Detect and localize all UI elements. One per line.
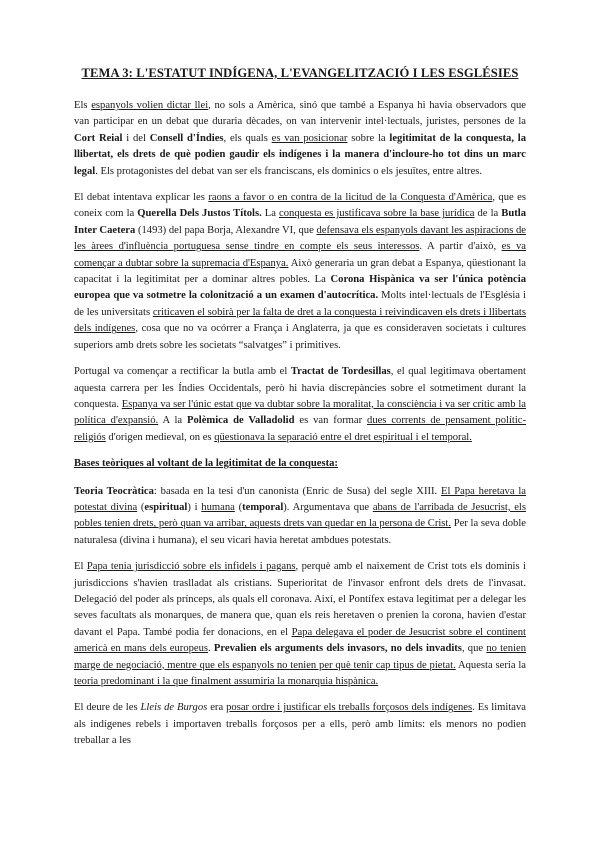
text-run: , que <box>461 643 487 655</box>
text-run: Això generaria un gran debat a Espanya, qüestionant la capacitat i la legitimitat per a dominar altres pobles. La <box>74 257 526 286</box>
text-run: , cosa que no va ocórrer a França i Anglaterra, ja que es consideraven societats i cultures superiors amb drets sobre les societats “salvatges” i primitives. <box>74 323 526 351</box>
text-run: , el qual legitimava obertament aquesta carrera per les Índies Occidentals, però hi havia discrepàncies sobre el sotmetiment durant la conquesta. <box>74 366 526 410</box>
text-run: Els <box>74 100 92 111</box>
text-run: El <box>74 561 87 573</box>
text-run: , perquè amb el naixement de Crist tots els dominis i jurisdiccions s'havien traslladat als cristians. Superioritat de l'invasor enfront dels drets de l'invasat. Delegació del poder als prínceps, als quals ell coronava. Així, el Pontífex estava legitimat per a delegar les seves facultats als monarques, de manera que, quan els reis heretaven o prenien la corona, havien d'estar davant el Papa. També podia fer donacions, en el <box>74 561 526 638</box>
paragraph-portugal <box>74 364 526 446</box>
underlined-text: Papa tenia jurisdicció sobre els infidels i pagans <box>86 561 296 573</box>
text-run: i del <box>122 132 150 144</box>
underlined-text: abans de l'arribada de Jesucrist, els pobles tenien drets, però quan va arribar, aquests drets van quedar en la persona de Crist. <box>74 501 526 530</box>
text-run: ( <box>137 501 145 513</box>
underlined-text: posar ordre i justificar els treballs forçosos dels indígenes <box>226 702 473 714</box>
bold-text: Tractat de Tordesillas <box>290 366 391 378</box>
text-run: ). Argumentava que <box>283 501 373 513</box>
text-run: , els quals <box>223 132 272 144</box>
section-heading: Bases teòriques al voltant de la legitimitat de la conquesta: <box>74 458 338 470</box>
text-run: Per la seva doble naturalesa (divina i humana), el seu vicari havia heretat ambdues potestats. <box>74 518 526 546</box>
bold-text: Prevalien els arguments dels invasors, no dels invadits <box>213 643 462 655</box>
bold-text: Cort Reial <box>74 132 123 144</box>
text-run: (1493) del papa Borja, Alexandre VI, que <box>135 224 317 236</box>
text-run: . Els protagonistes del debat van ser els franciscans, els dominics o els jesuïtes, entre altres. <box>95 165 483 177</box>
text-run: Aquesta seria la <box>455 659 526 671</box>
text-run: . A partir d'això, <box>419 241 502 253</box>
underlined-text: defensava els espanyols davant les aspiracions de les àrees d'influència portuguesa sense tindre en compte els seus interessos <box>74 224 526 253</box>
underlined-text: qüestionava la separació entre el dret espiritual i el temporal. <box>214 431 472 443</box>
paragraph-intro <box>74 98 526 180</box>
underlined-text: El Papa heretava la potestat divina <box>74 485 526 513</box>
text-run: La <box>261 208 280 220</box>
bold-text: Teoria Teocràtica <box>74 485 154 497</box>
underlined-text: Papa delegava el poder de Jesucrist sobre el continent americà en mans dels europeus <box>74 626 527 655</box>
text-run: : basada en la tesi d'un canonista (Enric de Susa) del segle XIII. <box>153 485 442 497</box>
bold-text: Consell d'Índies <box>149 132 224 144</box>
text-run: ) i <box>187 501 202 513</box>
paragraph-teocratica <box>74 484 526 550</box>
text-run: , que es coneix com la <box>74 192 526 220</box>
underlined-text: teoria predominant i la que finalment assumiria la monarquia hispànica. <box>74 676 379 687</box>
text-run: El deure de les <box>74 702 141 714</box>
underlined-text: Espanya va ser l'únic estat que va dubtar sobre la moralitat, la consciència i va ser crític amb la política d'expansió. <box>74 398 526 427</box>
bold-text: legitimitat de la conquesta, la llibertat, els drets de què podien gaudir els indígenes i la manera d'incloure-ho tot dins un marc legal <box>74 132 526 177</box>
underlined-text: es va començar a dubtar sobre la supremacia d'Espanya. <box>74 241 526 269</box>
underlined-text: espanyols volien dictar llei <box>91 100 209 111</box>
bold-text: Querella Dels Justos Títols. <box>137 208 262 220</box>
text-run: A la <box>158 415 187 427</box>
text-run: El debat intentava explicar les <box>74 192 209 204</box>
text-run: sobre la <box>347 132 390 144</box>
text-run: Molts intel·lectuals de l'Església i de les universitats <box>74 290 526 318</box>
bold-text: espiritual <box>144 501 188 513</box>
text-run: . <box>208 643 214 655</box>
text-run: , no sols a Amèrica, sinó que també a Espanya hi havia observadors que van participar en un debat que duraria dècades, on van intervenir intel·lectuals, juristes, persones de la <box>74 100 526 128</box>
text-run: d'origen medieval, on es <box>105 431 215 443</box>
bold-text: Corona Hispànica va ser l'única potència europea que va sotmetre la colonització a un examen d'autocrítica. <box>74 274 526 302</box>
bold-text: Butla Inter Caetera <box>74 208 526 236</box>
text-run: es van formar <box>294 415 368 427</box>
text-run: . Es limitava als indígenes rebels i importaven treballs forçosos per a ells, però amb límits: els menors no podien treballar a les <box>74 702 527 747</box>
underlined-text: no tenien marge de negociació, mentre que els espanyols no tenien per què tenir cap tipus de pietat. <box>74 643 527 671</box>
underlined-text: criticaven el sobirà per la falta de dret a la conquesta i reivindicaven els drets i llibertats dels indígenes <box>74 306 526 335</box>
text-run: Portugal va començar a rectificar la butla amb el <box>74 366 291 378</box>
text-run: de la <box>474 208 502 220</box>
underlined-text: es van posicionar <box>271 132 348 144</box>
bold-text: Polèmica de Valladolid <box>187 415 295 427</box>
underlined-text: conquesta es justificava sobre la base jurídica <box>279 208 475 220</box>
underlined-text: dues corrents de pensament polític-religiós <box>74 415 527 443</box>
text-run: ( <box>234 501 243 513</box>
paragraph-debate <box>74 190 526 354</box>
bold-text: temporal <box>242 501 284 513</box>
underlined-text: raons a favor o en contra de la licitud de la Conquesta d'Amèrica <box>208 192 493 204</box>
italic-text: Lleis de Burgos <box>140 702 208 714</box>
paragraph-papa <box>74 559 526 690</box>
underlined-text: humana <box>201 501 235 513</box>
document-title: TEMA 3: L'ESTATUT INDÍGENA, L'EVANGELITZACIÓ I LES ESGLÉSIES <box>81 66 519 80</box>
paragraph-lleis-burgos <box>74 700 526 749</box>
text-run: era <box>207 702 227 714</box>
